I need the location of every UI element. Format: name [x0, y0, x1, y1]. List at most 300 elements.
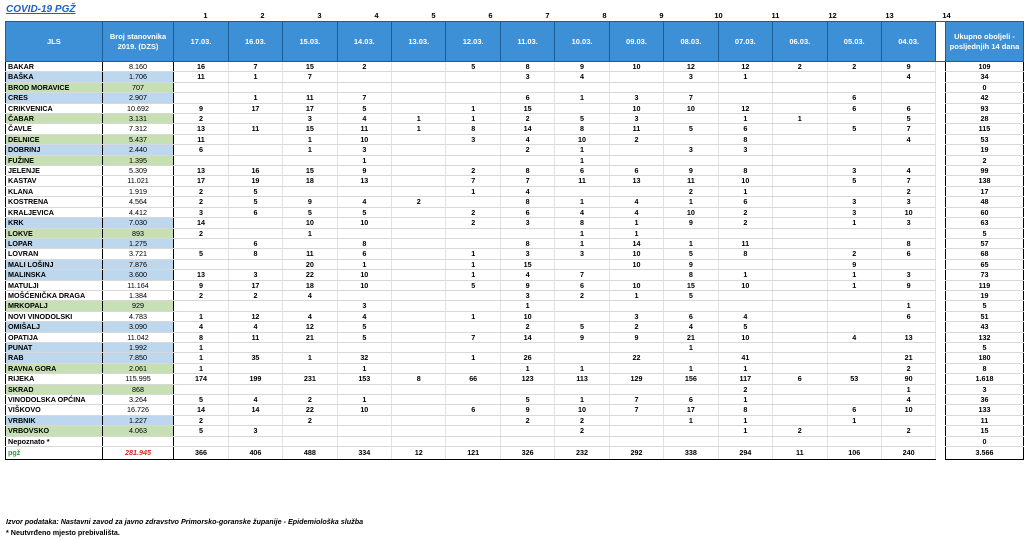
daily-cases-cell: 1	[555, 197, 609, 207]
daily-cases-cell	[446, 322, 500, 332]
municipality-name: OMIŠALJ	[6, 322, 103, 332]
population-cell: 8.160	[102, 62, 174, 72]
daily-cases-cell: 11	[174, 134, 228, 144]
daily-cases-cell: 7	[881, 124, 935, 134]
daily-cases-cell: 11	[228, 332, 282, 342]
daily-cases-cell: 14	[500, 332, 554, 342]
daily-cases-cell	[773, 270, 827, 280]
daily-cases-cell: 10	[881, 405, 935, 415]
gap-cell	[936, 374, 946, 384]
daily-cases-cell: 14	[500, 124, 554, 134]
daily-cases-cell: 8	[664, 270, 718, 280]
daily-cases-cell	[827, 145, 881, 155]
daily-cases-cell	[174, 155, 228, 165]
gap-cell	[936, 405, 946, 415]
daily-cases-cell	[392, 145, 446, 155]
daily-cases-cell	[718, 82, 772, 92]
daily-cases-cell	[827, 114, 881, 124]
daily-cases-cell	[718, 228, 772, 238]
daily-cases-cell: 5	[174, 426, 228, 436]
daily-cases-cell: 8	[555, 218, 609, 228]
daily-cases-cell	[609, 415, 663, 425]
daily-cases-cell: 9	[664, 259, 718, 269]
daily-cases-cell: 2	[555, 415, 609, 425]
daily-cases-cell	[228, 384, 282, 394]
daily-cases-cell: 6	[718, 197, 772, 207]
daily-cases-cell	[773, 166, 827, 176]
table-row	[6, 176, 1024, 186]
daily-cases-cell: 123	[500, 374, 554, 384]
total-cell: 138	[945, 176, 1023, 186]
daily-cases-cell: 1	[664, 238, 718, 248]
municipality-name: JELENJE	[6, 166, 103, 176]
daily-cases-cell	[500, 155, 554, 165]
daily-cases-cell	[446, 415, 500, 425]
daily-cases-cell	[446, 82, 500, 92]
daily-cases-cell: 2	[773, 426, 827, 436]
daily-cases-cell: 15	[283, 62, 337, 72]
daily-cases-cell	[228, 145, 282, 155]
daily-cases-cell	[446, 197, 500, 207]
daily-cases-cell: 9	[555, 332, 609, 342]
daily-cases-cell	[500, 82, 554, 92]
daily-cases-cell: 1	[392, 124, 446, 134]
daily-cases-cell: 8	[718, 166, 772, 176]
daily-cases-cell: 1	[283, 228, 337, 238]
daily-cases-cell: 3	[881, 270, 935, 280]
daily-cases-cell: 1	[718, 186, 772, 196]
daily-cases-cell	[773, 436, 827, 446]
daily-cases-cell	[881, 145, 935, 155]
daily-cases-cell	[392, 103, 446, 113]
daily-cases-cell: 10	[609, 280, 663, 290]
daily-cases-cell: 3	[337, 145, 391, 155]
table-row	[6, 218, 1024, 228]
population-cell: 11.164	[102, 280, 174, 290]
daily-cases-cell: 117	[718, 374, 772, 384]
daily-cases-cell	[228, 363, 282, 373]
daily-cases-cell: 1	[446, 259, 500, 269]
daily-cases-cell	[392, 270, 446, 280]
daily-cases-cell: 6	[827, 93, 881, 103]
daily-cases-cell: 3	[827, 197, 881, 207]
daily-cases-cell	[827, 290, 881, 300]
municipality-name: KRALJEVICA	[6, 207, 103, 217]
daily-cases-cell	[228, 415, 282, 425]
summary-daily-cell: 366	[174, 447, 228, 460]
daily-cases-cell: 3	[337, 301, 391, 311]
daily-cases-cell: 6	[500, 207, 554, 217]
daily-cases-cell: 10	[283, 218, 337, 228]
gap-cell	[936, 301, 946, 311]
gap-cell	[936, 322, 946, 332]
daily-cases-cell: 2	[500, 415, 554, 425]
daily-cases-cell	[283, 384, 337, 394]
daily-cases-cell: 1	[718, 270, 772, 280]
daily-cases-cell: 5	[446, 62, 500, 72]
daily-cases-cell: 1	[555, 93, 609, 103]
daily-cases-cell	[392, 290, 446, 300]
daily-cases-cell: 6	[827, 405, 881, 415]
total-cell: 28	[945, 114, 1023, 124]
daily-cases-cell: 22	[283, 270, 337, 280]
population-cell: 7.876	[102, 259, 174, 269]
daily-cases-cell: 8	[555, 124, 609, 134]
daily-cases-cell	[392, 166, 446, 176]
daily-cases-cell: 5	[337, 332, 391, 342]
daily-cases-cell	[446, 384, 500, 394]
daily-cases-cell: 1	[718, 395, 772, 405]
daily-cases-cell: 1	[446, 114, 500, 124]
gap-cell	[936, 311, 946, 321]
header-date: 09.03.	[609, 22, 663, 62]
summary-daily-cell: 240	[881, 447, 935, 460]
daily-cases-cell: 1	[337, 395, 391, 405]
daily-cases-cell: 1	[283, 134, 337, 144]
daily-cases-cell: 6	[881, 103, 935, 113]
population-cell: 4.783	[102, 311, 174, 321]
daily-cases-cell: 5	[228, 186, 282, 196]
daily-cases-cell	[337, 186, 391, 196]
daily-cases-cell	[392, 353, 446, 363]
daily-cases-cell: 9	[664, 166, 718, 176]
daily-cases-cell: 5	[664, 124, 718, 134]
daily-cases-cell: 12	[664, 62, 718, 72]
municipality-name: BROD MORAVICE	[6, 82, 103, 92]
daily-cases-cell: 6	[174, 145, 228, 155]
daily-cases-cell: 10	[500, 311, 554, 321]
daily-cases-cell	[392, 311, 446, 321]
table-row	[6, 384, 1024, 394]
daily-cases-cell	[392, 82, 446, 92]
header-date: 07.03.	[718, 22, 772, 62]
daily-cases-cell: 2	[609, 322, 663, 332]
summary-row	[6, 447, 1024, 460]
daily-cases-cell	[446, 363, 500, 373]
daily-cases-cell: 10	[718, 332, 772, 342]
daily-cases-cell	[609, 426, 663, 436]
daily-cases-cell	[555, 259, 609, 269]
daily-cases-cell	[827, 384, 881, 394]
table-row	[6, 436, 1024, 446]
daily-cases-cell: 41	[718, 353, 772, 363]
daily-cases-cell	[773, 311, 827, 321]
daily-cases-cell	[392, 93, 446, 103]
daily-cases-cell: 1	[555, 155, 609, 165]
population-cell: 5.309	[102, 166, 174, 176]
daily-cases-cell: 1	[827, 218, 881, 228]
header-date: 08.03.	[664, 22, 718, 62]
daily-cases-cell: 1	[609, 218, 663, 228]
daily-cases-cell: 18	[283, 280, 337, 290]
daily-cases-cell: 2	[500, 145, 554, 155]
gap-cell	[936, 228, 946, 238]
population-cell: 5.437	[102, 134, 174, 144]
daily-cases-cell: 10	[337, 405, 391, 415]
daily-cases-cell: 8	[718, 405, 772, 415]
daily-cases-cell	[773, 290, 827, 300]
daily-cases-cell	[392, 218, 446, 228]
daily-cases-cell: 6	[773, 374, 827, 384]
daily-cases-cell: 2	[446, 207, 500, 217]
daily-cases-cell	[881, 322, 935, 332]
summary-daily-cell: 11	[773, 447, 827, 460]
summary-population: 281.945	[102, 447, 174, 460]
table-row	[6, 342, 1024, 352]
daily-cases-cell	[827, 186, 881, 196]
population-cell: 3.600	[102, 270, 174, 280]
daily-cases-cell	[827, 342, 881, 352]
daily-cases-cell: 9	[827, 259, 881, 269]
daily-cases-cell	[174, 82, 228, 92]
municipality-name: MOŠĆENIČKA DRAGA	[6, 290, 103, 300]
daily-cases-cell: 2	[446, 166, 500, 176]
gap-cell	[936, 426, 946, 436]
daily-cases-cell: 26	[500, 353, 554, 363]
daily-cases-cell	[555, 301, 609, 311]
header-date: 13.03.	[392, 22, 446, 62]
municipality-name: DELNICE	[6, 134, 103, 144]
daily-cases-cell: 1	[555, 363, 609, 373]
gap-cell	[936, 82, 946, 92]
daily-cases-cell: 12	[228, 311, 282, 321]
total-cell: 132	[945, 332, 1023, 342]
daily-cases-cell: 6	[881, 311, 935, 321]
daily-cases-cell	[555, 82, 609, 92]
daily-cases-cell	[827, 363, 881, 373]
daily-cases-cell	[392, 207, 446, 217]
daily-cases-cell: 3	[228, 270, 282, 280]
daily-cases-cell: 1	[664, 197, 718, 207]
daily-cases-cell: 1	[337, 363, 391, 373]
daily-cases-cell: 35	[228, 353, 282, 363]
daily-cases-cell	[392, 332, 446, 342]
municipality-name: VIŠKOVO	[6, 405, 103, 415]
daily-cases-cell: 1	[228, 72, 282, 82]
summary-daily-cell: 406	[228, 447, 282, 460]
day-index-number: 11	[771, 11, 780, 20]
daily-cases-cell: 13	[174, 124, 228, 134]
total-cell: 5	[945, 342, 1023, 352]
daily-cases-cell	[500, 436, 554, 446]
daily-cases-cell: 8	[500, 166, 554, 176]
daily-cases-cell	[773, 218, 827, 228]
table-row	[6, 207, 1024, 217]
daily-cases-cell	[773, 176, 827, 186]
daily-cases-cell: 5	[718, 322, 772, 332]
daily-cases-cell: 174	[174, 374, 228, 384]
population-cell: 707	[102, 82, 174, 92]
day-index-number: 9	[659, 11, 664, 20]
daily-cases-cell	[718, 342, 772, 352]
daily-cases-cell: 4	[228, 322, 282, 332]
daily-cases-cell: 10	[337, 270, 391, 280]
daily-cases-cell	[664, 426, 718, 436]
gap-cell	[936, 280, 946, 290]
daily-cases-cell	[392, 249, 446, 259]
daily-cases-cell	[827, 82, 881, 92]
gap-cell	[936, 447, 946, 460]
daily-cases-cell: 9	[664, 218, 718, 228]
daily-cases-cell: 6	[664, 311, 718, 321]
daily-cases-cell: 1	[664, 415, 718, 425]
daily-cases-cell	[392, 426, 446, 436]
daily-cases-cell	[555, 103, 609, 113]
daily-cases-cell: 4	[283, 311, 337, 321]
daily-cases-cell: 1	[500, 363, 554, 373]
table-row	[6, 186, 1024, 196]
daily-cases-cell	[827, 134, 881, 144]
daily-cases-cell	[500, 228, 554, 238]
daily-cases-cell: 1	[664, 342, 718, 352]
daily-cases-cell: 1	[827, 415, 881, 425]
daily-cases-cell: 1	[718, 426, 772, 436]
daily-cases-cell	[446, 155, 500, 165]
daily-cases-cell: 4	[881, 134, 935, 144]
daily-cases-cell: 4	[555, 72, 609, 82]
daily-cases-cell	[392, 363, 446, 373]
daily-cases-cell	[174, 259, 228, 269]
daily-cases-cell	[773, 415, 827, 425]
daily-cases-cell	[174, 93, 228, 103]
population-cell: 4.063	[102, 426, 174, 436]
daily-cases-cell	[609, 301, 663, 311]
daily-cases-cell	[283, 155, 337, 165]
daily-cases-cell: 113	[555, 374, 609, 384]
day-index-number: 13	[885, 11, 894, 20]
table-row	[6, 311, 1024, 321]
total-cell: 109	[945, 62, 1023, 72]
population-cell: 1.227	[102, 415, 174, 425]
daily-cases-cell: 7	[609, 405, 663, 415]
total-cell: 19	[945, 290, 1023, 300]
daily-cases-cell	[555, 384, 609, 394]
daily-cases-cell: 21	[664, 332, 718, 342]
header-date: 10.03.	[555, 22, 609, 62]
daily-cases-cell: 12	[283, 322, 337, 332]
daily-cases-cell: 14	[174, 405, 228, 415]
daily-cases-cell: 22	[283, 405, 337, 415]
gap-cell	[936, 197, 946, 207]
daily-cases-cell	[827, 155, 881, 165]
total-cell: 34	[945, 72, 1023, 82]
day-index-number: 8	[602, 11, 607, 20]
daily-cases-cell	[609, 270, 663, 280]
daily-cases-cell	[773, 124, 827, 134]
daily-cases-cell: 5	[664, 290, 718, 300]
daily-cases-cell: 3	[555, 249, 609, 259]
daily-cases-cell: 6	[446, 405, 500, 415]
daily-cases-cell: 1	[881, 301, 935, 311]
daily-cases-cell	[228, 82, 282, 92]
header-date: 14.03.	[337, 22, 391, 62]
daily-cases-cell: 5	[337, 103, 391, 113]
daily-cases-cell: 4	[283, 290, 337, 300]
daily-cases-cell: 2	[337, 62, 391, 72]
daily-cases-cell: 66	[446, 374, 500, 384]
daily-cases-cell: 11	[718, 238, 772, 248]
daily-cases-cell: 11	[609, 124, 663, 134]
daily-cases-cell: 1	[446, 186, 500, 196]
day-index-number: 1	[203, 11, 208, 20]
population-cell: 4.412	[102, 207, 174, 217]
daily-cases-cell	[337, 415, 391, 425]
daily-cases-cell: 2	[773, 62, 827, 72]
daily-cases-cell: 11	[337, 124, 391, 134]
daily-cases-cell: 7	[446, 332, 500, 342]
daily-cases-cell	[174, 384, 228, 394]
total-cell: 60	[945, 207, 1023, 217]
table-row	[6, 155, 1024, 165]
daily-cases-cell	[773, 342, 827, 352]
population-cell: 11.042	[102, 332, 174, 342]
total-cell: 48	[945, 197, 1023, 207]
gap-cell	[936, 103, 946, 113]
daily-cases-cell: 1	[174, 363, 228, 373]
daily-cases-cell: 3	[609, 93, 663, 103]
daily-cases-cell	[664, 114, 718, 124]
total-cell: 1.618	[945, 374, 1023, 384]
daily-cases-cell: 3	[664, 72, 718, 82]
total-cell: 5	[945, 228, 1023, 238]
daily-cases-cell: 231	[283, 374, 337, 384]
daily-cases-cell: 2	[174, 186, 228, 196]
table-row	[6, 270, 1024, 280]
table-row	[6, 249, 1024, 259]
daily-cases-cell: 1	[609, 290, 663, 300]
daily-cases-cell	[446, 290, 500, 300]
gap-cell	[936, 259, 946, 269]
daily-cases-cell	[555, 186, 609, 196]
population-cell: 3.264	[102, 395, 174, 405]
daily-cases-cell: 4	[337, 197, 391, 207]
population-cell: 7.850	[102, 353, 174, 363]
daily-cases-cell: 90	[881, 374, 935, 384]
population-cell: 10.692	[102, 103, 174, 113]
total-cell: 119	[945, 280, 1023, 290]
page-title: COVID-19 PGŽ	[6, 4, 76, 15]
table-row	[6, 363, 1024, 373]
gap-cell	[936, 124, 946, 134]
daily-cases-cell: 4	[718, 311, 772, 321]
daily-cases-cell	[392, 62, 446, 72]
table-row	[6, 166, 1024, 176]
daily-cases-cell	[337, 426, 391, 436]
total-cell: 73	[945, 270, 1023, 280]
daily-cases-cell: 2	[174, 197, 228, 207]
daily-cases-cell: 5	[881, 114, 935, 124]
daily-cases-cell: 15	[283, 124, 337, 134]
daily-cases-cell	[718, 93, 772, 103]
gap-cell	[936, 186, 946, 196]
daily-cases-cell: 3	[500, 72, 554, 82]
gap-cell	[936, 176, 946, 186]
daily-cases-cell	[773, 134, 827, 144]
daily-cases-cell: 5	[827, 124, 881, 134]
total-cell: 3	[945, 384, 1023, 394]
daily-cases-cell: 9	[500, 405, 554, 415]
municipality-name: SKRAD	[6, 384, 103, 394]
daily-cases-cell	[446, 426, 500, 436]
daily-cases-cell	[392, 228, 446, 238]
municipality-name: CRIKVENICA	[6, 103, 103, 113]
table-row	[6, 280, 1024, 290]
day-index-number: 14	[942, 11, 951, 20]
daily-cases-cell: 9	[337, 166, 391, 176]
daily-cases-cell	[664, 353, 718, 363]
daily-cases-cell: 6	[664, 395, 718, 405]
header-row	[6, 22, 1024, 62]
